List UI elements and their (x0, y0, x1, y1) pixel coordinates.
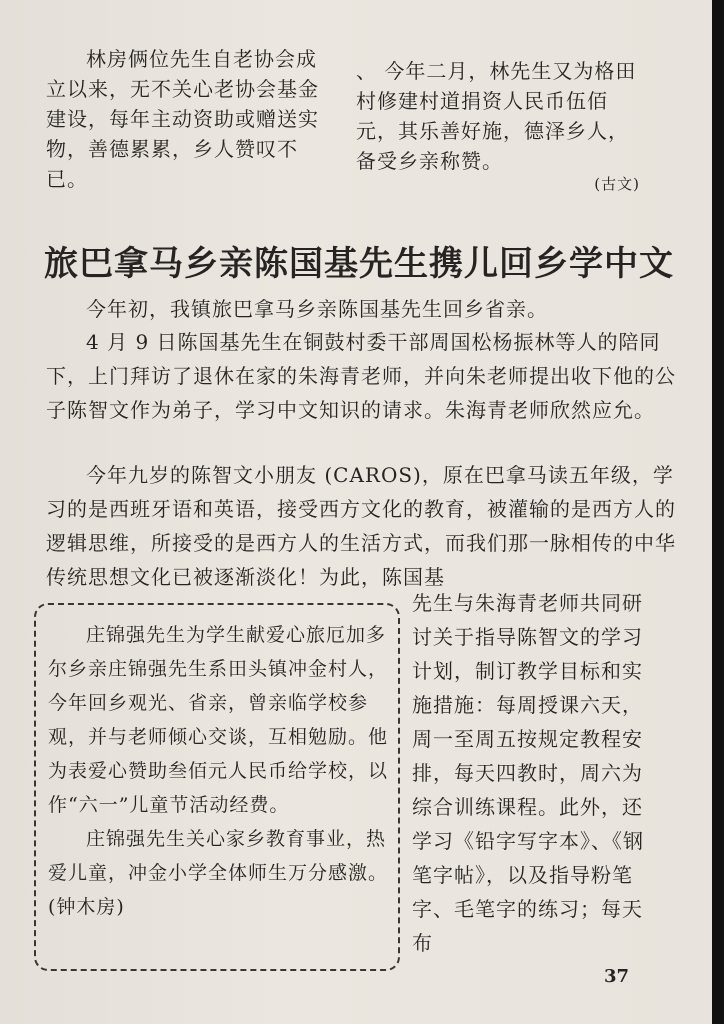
sidebar-box (48, 618, 392, 924)
right-column-text: 、 今年二月，林先生又为格田村修建村道捐资人民币伍佰元，其乐善好施，德泽乡人，备受乡亲称赞。 (356, 59, 637, 173)
article-paragraph-1: 今年初，我镇旅巴拿马乡亲陈国基先生回乡省亲。 (86, 297, 548, 321)
page-edge-shadow (712, 0, 724, 1024)
article-paragraph-3-continued: 先生与朱海青老师共同研讨关于指导陈智文的学习计划，制订教学目标和实施措施：每周授课六天，周一至周五按规定教程安排，每天四教时，周六为综合训练课程。此外，还学习《铅字写字本》、《钢笔字帖》，以及指导粉笔字、毛笔字的练习；每天布 (412, 591, 644, 955)
page-number: 37 (604, 966, 630, 987)
left-column-article-tail (46, 44, 336, 194)
sidebar-paragraph-2: 庄锦强先生关心家乡教育事业，热爱儿童，冲金小学全体师生万分感激。(钟木房) (48, 828, 389, 918)
article-paragraph-2: 4 月 9 日陈国基先生在铜鼓村委干部周国松杨振林等人的陪同下，上门拜访了退休在家的朱海青老师，并向朱老师提出收下他的公子陈智文作为弟子，学习中文知识的请求。朱海青老师欣然应允。 (46, 330, 676, 422)
left-column-text: 林房俩位先生自老协会成立以来，无不关心老协会基金建设，每年主动资助或赠送实物，善德累累，乡人赞叹不已。 (46, 47, 319, 191)
right-column-source: (古文) (594, 175, 640, 193)
right-column-article-tail (356, 56, 646, 211)
article-title: 旅巴拿马乡亲陈国基先生携儿回乡学中文 (44, 244, 674, 284)
article-paragraph-3: 今年九岁的陈智文小朋友 (CAROS)，原在巴拿马读五年级，学习的是西班牙语和英语，接受西方文化的教育，被灌输的是西方人的逻辑思维，所接受的是西方人的生活方式，而我们那一脉相传的中华传统思想文化已被逐渐淡化！为此，陈国基 (46, 463, 676, 589)
sidebar-paragraph-1: 庄锦强先生为学生献爱心旅厄加多尔乡亲庄锦强先生系田头镇冲金村人，今年回乡观光、省亲，曾亲临学校参观，并与老师倾心交谈，互相勉励。他为表爱心赞助叁佰元人民币给学校，以作“六一”儿童节活动经费。 (48, 624, 389, 816)
